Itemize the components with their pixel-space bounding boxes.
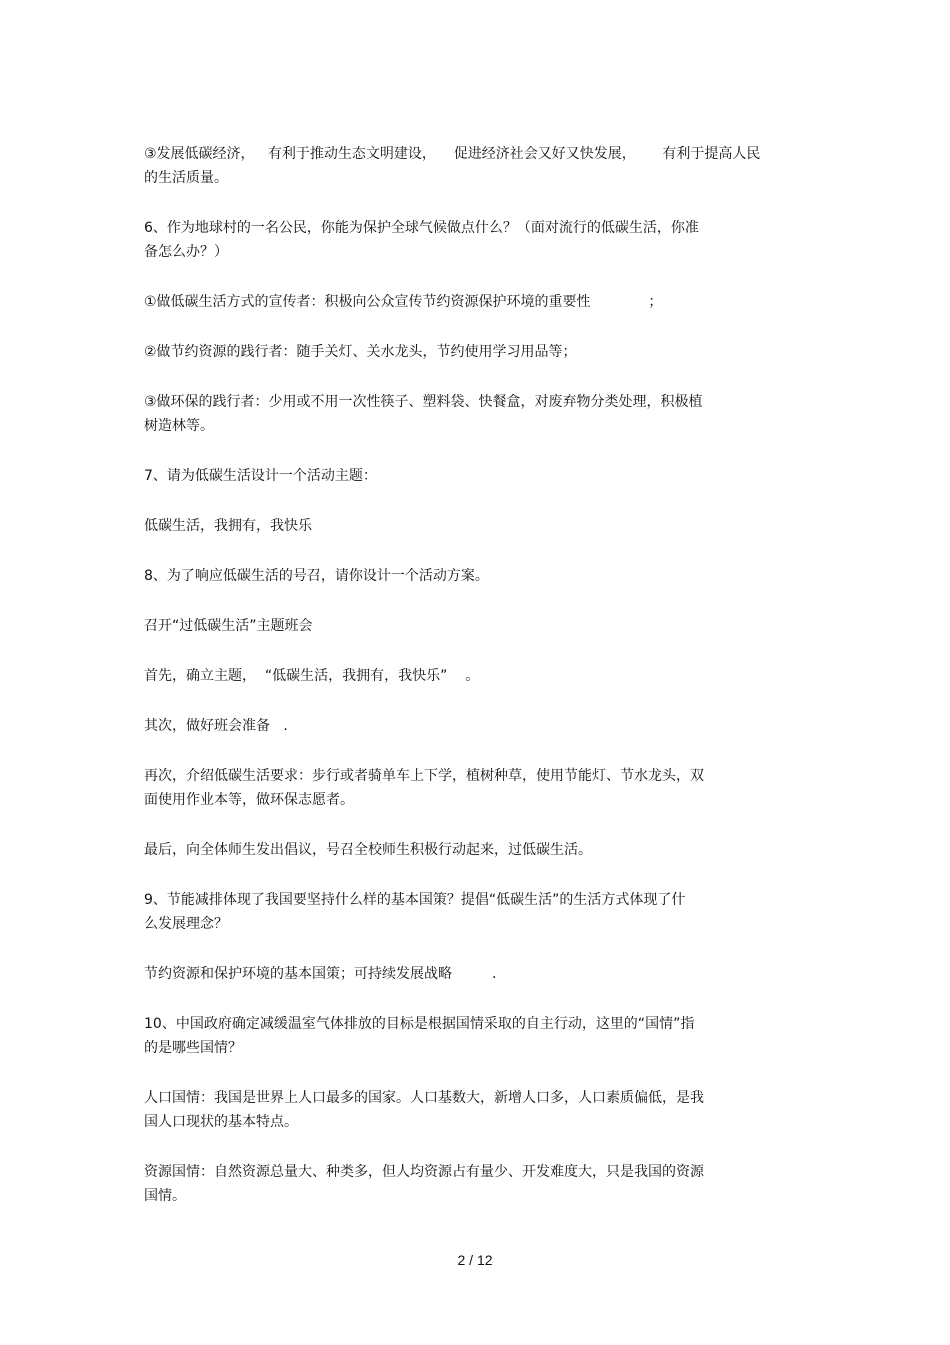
paragraph-line: 10、中国政府确定减缓温室气体排放的目标是根据国情采取的自主行动，这里的“国情”指	[144, 1016, 695, 1032]
paragraph	[144, 838, 799, 862]
paragraph-line: 6、作为地球村的一名公民，你能为保护全球气候做点什么？（面对流行的低碳生活，你准	[144, 220, 699, 236]
paragraph-line: 8、为了响应低碳生活的号召，请你设计一个活动方案。	[144, 568, 489, 584]
paragraph	[144, 340, 799, 364]
paragraph	[144, 764, 799, 812]
paragraph	[144, 564, 799, 588]
paragraph-line: 备怎么办？）	[144, 244, 228, 260]
paragraph	[144, 1160, 799, 1208]
paragraph	[144, 464, 799, 488]
paragraph	[144, 290, 799, 314]
paragraph	[144, 390, 799, 438]
paragraph-line: 首先，确立主题， “低碳生活，我拥有，我快乐” 。	[144, 668, 480, 684]
paragraph-line: 国情。	[144, 1188, 186, 1204]
document-body	[144, 142, 799, 1234]
paragraph	[144, 1086, 799, 1134]
paragraph-line: 9、节能减排体现了我国要坚持什么样的基本国策？提倡“低碳生活”的生活方式体现了什	[144, 892, 686, 908]
paragraph-line: 树造林等。	[144, 418, 214, 434]
paragraph-line: ①做低碳生活方式的宣传者：积极向公众宣传节约资源保护环境的重要性 ；	[144, 294, 663, 310]
paragraph-line: 的是哪些国情？	[144, 1040, 242, 1056]
paragraph-line: 节约资源和保护环境的基本国策；可持续发展战略 .	[144, 966, 497, 982]
paragraph-line: 国人口现状的基本特点。	[144, 1114, 298, 1130]
paragraph	[144, 888, 799, 936]
paragraph-line: ③做环保的践行者：少用或不用一次性筷子、塑料袋、快餐盒，对废弃物分类处理，积极植	[144, 394, 703, 410]
paragraph	[144, 962, 799, 986]
paragraph	[144, 714, 799, 738]
paragraph-line: 低碳生活，我拥有，我快乐	[144, 518, 312, 534]
page-number: 2 / 12	[457, 1252, 493, 1268]
paragraph	[144, 514, 799, 538]
paragraph	[144, 142, 799, 190]
paragraph	[144, 664, 799, 688]
paragraph-line: 7、请为低碳生活设计一个活动主题：	[144, 468, 377, 484]
paragraph-line: ②做节约资源的践行者：随手关灯、关水龙头，节约使用学习用品等；	[144, 344, 577, 360]
paragraph-line: 召开“过低碳生活”主题班会	[144, 618, 313, 634]
paragraph-line: 最后，向全体师生发出倡议，号召全校师生积极行动起来，过低碳生活。	[144, 842, 592, 858]
paragraph-line: 其次，做好班会准备 .	[144, 718, 288, 734]
paragraph-line: 资源国情：自然资源总量大、种类多，但人均资源占有量少、开发难度大，只是我国的资源	[144, 1164, 704, 1180]
paragraph	[144, 614, 799, 638]
paragraph-line: 人口国情：我国是世界上人口最多的国家。人口基数大，新增人口多，人口素质偏低，是我	[144, 1090, 704, 1106]
paragraph	[144, 1012, 799, 1060]
paragraph-line: ③发展低碳经济， 有利于推动生态文明建设， 促进经济社会又好又快发展， 有利于提高人民	[144, 146, 761, 162]
paragraph-line: 再次，介绍低碳生活要求：步行或者骑单车上下学，植树种草，使用节能灯、节水龙头，双	[144, 768, 704, 784]
paragraph-line: 的生活质量。	[144, 170, 228, 186]
paragraph-line: 面使用作业本等，做环保志愿者。	[144, 792, 354, 808]
paragraph-line: 么发展理念？	[144, 916, 228, 932]
paragraph	[144, 216, 799, 264]
